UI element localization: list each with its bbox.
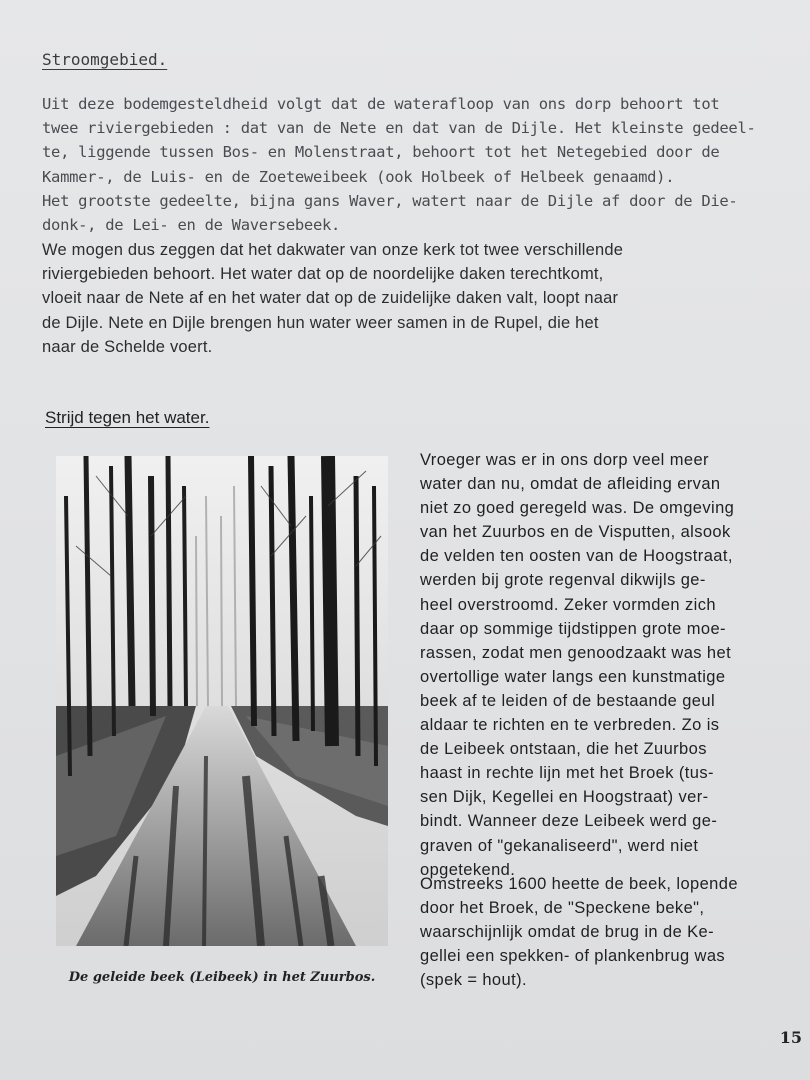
text-line: Vroeger was er in ons dorp veel meer — [420, 451, 709, 469]
text-line: de Leibeek ontstaan, die het Zuurbos — [420, 740, 707, 759]
text-line: de Dijle. Nete en Dijle brengen hun water weer samen in de Rupel, die het — [42, 313, 599, 332]
text-line: riviergebieden behoort. Het water dat op de noordelijke daken terechtkomt, — [42, 265, 604, 284]
photo-caption: De geleide beek (Leibeek) in het Zuurbos. — [68, 970, 376, 985]
text-line: door het Broek, de "Speckene beke", — [420, 899, 705, 918]
text-line: bindt. Wanneer deze Leibeek werd ge- — [420, 812, 718, 831]
photo-leibeek — [56, 456, 388, 946]
text-line: waarschijnlijk omdat de brug in de Ke- — [420, 923, 715, 942]
heading-stroomgebied: Stroomgebied. — [42, 50, 168, 69]
text-line: donk-, de Lei- en de Waversebeek. — [42, 216, 341, 235]
text-line: gellei een spekken- of plankenbrug was — [420, 947, 726, 966]
text-line: opgetekend. — [420, 860, 516, 879]
text-line: Het grootste gedeelte, bijna gans Waver, watert naar de Dijle af door de Die- — [42, 191, 738, 210]
text-line: overtollige water langs een kunstmatige — [420, 667, 726, 686]
text-line: naar de Schelde voert. — [42, 337, 213, 356]
text-line: niet zo goed geregeld was. De omgeving — [420, 499, 735, 518]
text-line: Omstreeks 1600 heette de beek, lopende — [420, 875, 738, 893]
text-line: rassen, zodat men genoodzaakt was het — [420, 643, 732, 662]
page-number: 15 — [779, 1028, 802, 1047]
text-line: werden bij grote regenval dikwijls ge- — [420, 571, 706, 590]
text-line: graven of "gekanaliseerd", werd niet — [420, 836, 699, 855]
text-line: Kammer-, de Luis- en de Zoeteweibeek (ook Holbeek of Helbeek genaamd). — [42, 167, 675, 186]
text-line: vloeit naar de Nete af en het water dat op de zuidelijke daken valt, loopt naar — [42, 289, 619, 308]
text-line: haast in rechte lijn met het Broek (tus- — [420, 764, 714, 783]
heading-strijd: Strijd tegen het water. — [45, 408, 210, 427]
text-line: van het Zuurbos en de Visputten, alsook — [420, 523, 731, 542]
text-line: sen Dijk, Kegellei en Hoogstraat) ver- — [420, 788, 709, 807]
text-line: twee riviergebieden : dat van de Nete en dat van de Dijle. Het kleinste gedeel- — [42, 119, 756, 138]
text-line: te, liggende tussen Bos- en Molenstraat, behoort tot het Netegebied door de — [42, 143, 720, 162]
text-line: We mogen dus zeggen dat het dakwater van onze kerk tot twee verschillende — [42, 241, 624, 259]
paragraph-stroomgebied — [42, 92, 810, 237]
text-line: aldaar te richten en te verbreden. Zo is — [420, 716, 720, 735]
text-line: heel overstroomd. Zeker vormden zich — [420, 595, 716, 614]
paragraph-leibeek — [420, 448, 808, 882]
text-line: water dan nu, omdat de afleiding ervan — [420, 475, 721, 494]
text-line: Uit deze bodemgesteldheid volgt dat de waterafloop van ons dorp behoort tot — [42, 95, 720, 113]
text-line: daar op sommige tijdstippen grote moe- — [420, 619, 726, 638]
paragraph-speckene-beke — [420, 872, 808, 992]
paragraph-dakwater — [42, 238, 810, 359]
text-line: de velden ten oosten van de Hoogstraat, — [420, 547, 733, 566]
forest-stream-image — [56, 456, 388, 946]
text-line: (spek = hout). — [420, 971, 527, 990]
text-line: beek af te leiden of de bestaande geul — [420, 691, 716, 710]
